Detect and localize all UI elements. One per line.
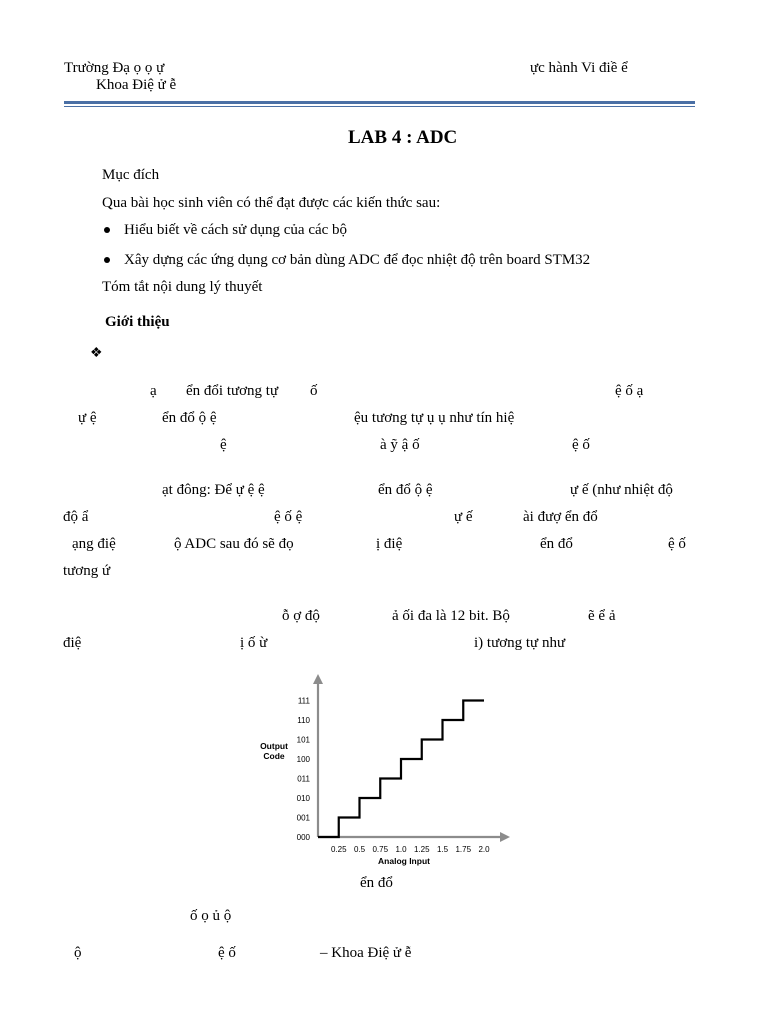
p2-text: ạng điệ [72, 536, 116, 552]
header-rule [64, 101, 695, 104]
purpose-bullet-1: Hiểu biết về cách sử dụng của các bộ [124, 222, 348, 238]
y-tick-label: 111 [297, 696, 310, 706]
x-tick-label: 1.5 [436, 845, 449, 854]
p3-text: ẽ ể ả [588, 608, 616, 624]
p1-text: ạ [150, 383, 157, 399]
x-tick-label: 1.25 [413, 845, 430, 854]
y-tick-label: 011 [297, 774, 310, 784]
x-tick-label: 1.75 [455, 845, 472, 854]
p3-text: ả ối đa là 12 bit. Bộ [392, 608, 510, 624]
adc-transfer-chart [252, 670, 514, 870]
p2-text: ài đượ ển đổ [523, 509, 598, 525]
p3-text: i) tương tự như [474, 635, 566, 651]
purpose-heading: Mục đích [102, 167, 160, 183]
y-axis-arrow [313, 674, 323, 684]
p3-text: ị ố ừ [240, 635, 268, 651]
y-tick-label: 110 [297, 716, 310, 725]
footer-text: ệ ố [218, 945, 236, 961]
y-tick-label: 101 [296, 735, 310, 745]
x-axis-arrow [500, 832, 510, 842]
y-tick-label: 100 [296, 755, 310, 764]
diamond-bullet-icon: ❖ [90, 346, 103, 361]
footer-text: – Khoa Điệ ử ễ [320, 945, 412, 961]
p2-text: ộ ADC sau đó sẽ đọ [174, 536, 294, 552]
y-tick-label: 010 [296, 794, 310, 803]
p1-text: ển đổi tương tự [186, 383, 279, 399]
intro-heading: Giới thiệu [105, 314, 170, 330]
p2-text: ển đổ ộ ệ [378, 482, 433, 498]
purpose-bullet-2: Xây dựng các ứng dụng cơ bản dùng ADC để đọc nhiệt độ trên board STM32 [124, 252, 591, 268]
p1-text: ệ ố [572, 437, 590, 453]
p2-text: ự ế (như nhiệt độ [570, 482, 673, 498]
x-axis-label: Analog Input [378, 856, 430, 866]
header-course: ực hành Vi điề ể [530, 60, 628, 76]
p2-text: ạt đông: Để ự ệ ệ [162, 482, 265, 498]
x-tick-label: 1.0 [395, 845, 407, 854]
p1-text: ệu tương tự ụ ụ như tín hiệ [354, 410, 515, 426]
staircase-series [318, 701, 484, 838]
y-axis-label: Output [260, 741, 288, 751]
y-axis-label-line2: Code [263, 751, 285, 761]
p3-text: ỗ ợ độ [282, 608, 320, 624]
y-tick-label: 000 [296, 833, 310, 842]
p1-text: ự ệ [78, 410, 97, 426]
figure-caption: ển đổ [360, 875, 393, 891]
header-school: Trường Đạ ọ ọ ự [64, 60, 165, 76]
x-tick-label: 2.0 [478, 845, 490, 854]
x-tick-label: 0.75 [372, 845, 389, 854]
p1-text: ệ [220, 437, 227, 453]
p2-text: ệ ố [668, 536, 686, 552]
x-tick-label: 0.25 [330, 845, 347, 854]
p3-text: điệ [63, 635, 82, 651]
p2-text: độ ẩ [63, 509, 89, 525]
theory-summary-heading: Tóm tắt nội dung lý thuyết [102, 279, 263, 295]
p2-text: ệ ố ệ [274, 509, 303, 525]
p2-text: ển đổ [540, 536, 573, 552]
p2-text: tương ứ [63, 563, 111, 579]
page-title: LAB 4 : ADC [348, 127, 458, 148]
purpose-intro: Qua bài học sinh viên có thể đạt được các kiến thức sau: [102, 195, 441, 211]
bullet-dot [104, 227, 110, 233]
p1-text: ệ ố ạ [615, 383, 644, 399]
bullet-dot [104, 257, 110, 263]
x-tick-label: 0.5 [353, 845, 366, 854]
p2-text: ị điệ [376, 536, 403, 552]
p1-text: ển đổ ộ ệ [162, 410, 217, 426]
footer-text: ộ [74, 945, 82, 961]
after-text: ố ọ ủ ộ [190, 908, 232, 924]
y-tick-label: 001 [296, 813, 310, 823]
p2-text: ự ế [454, 509, 473, 525]
p1-text: ố [310, 383, 318, 399]
header-faculty: Khoa Điệ ử ễ [96, 77, 177, 93]
p1-text: à ỹ ậ ố [380, 437, 420, 453]
header-rule-thin [64, 106, 695, 107]
